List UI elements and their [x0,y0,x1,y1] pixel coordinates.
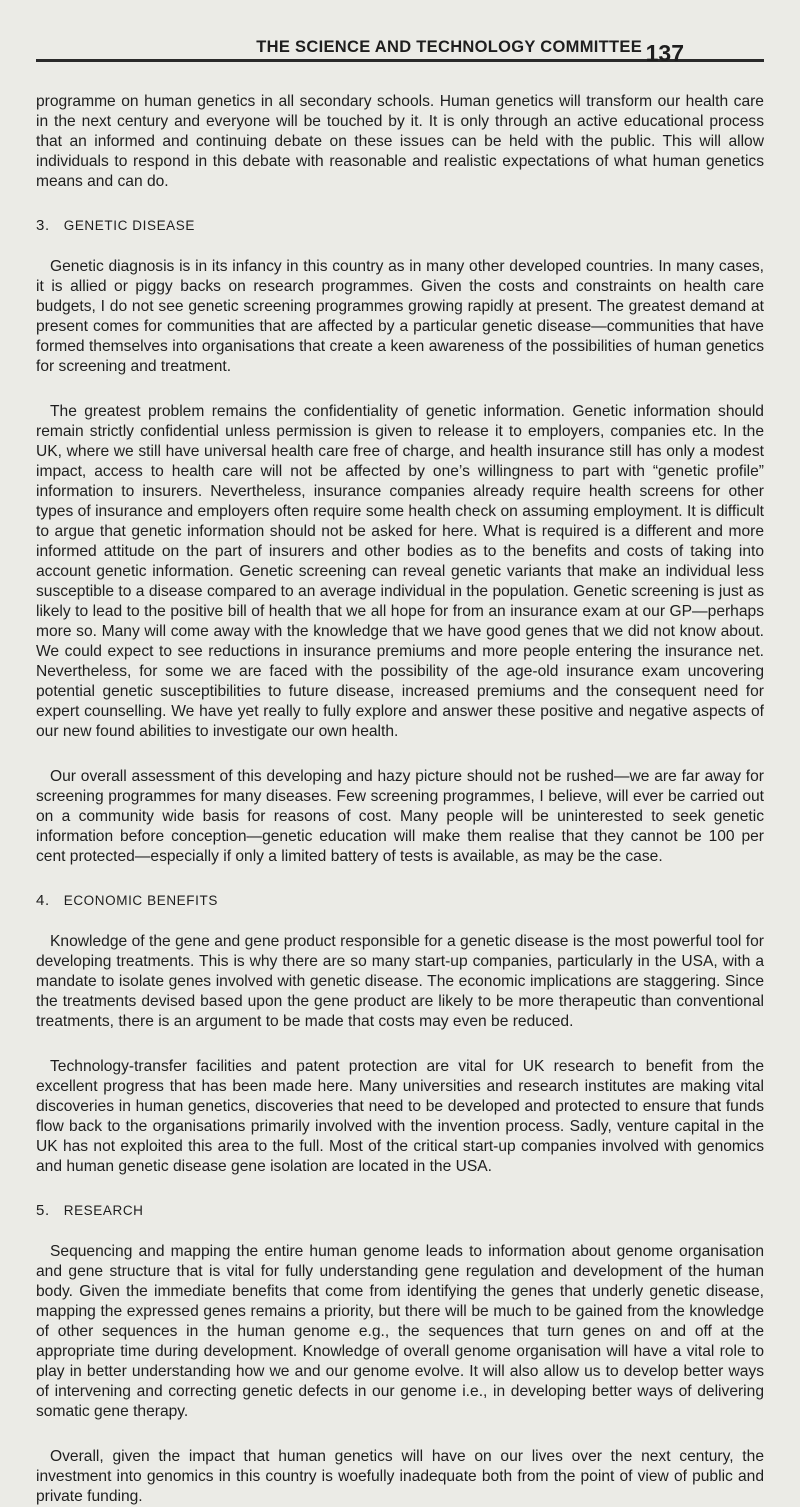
page-content [36,62,764,1507]
body-paragraph: Technology-transfer facilities and patent protection are vital for UK research to benefit from the excellent progress that has been made here. Many universities and research institutes are making vital discoveries in human genetics, discoveries that need to be developed and protected to ensure that funds flow back to the organisations primarily involved with the invention process. Sadly, venture capital in the UK has not exploited this area to the full. Most of the critical start-up companies involved with genomics and human genetic disease gene isolation are located in the USA. [36,1058,764,1175]
body-paragraph: Our overall assessment of this developing and hazy picture should not be rushed—we are far away for screening programmes for many diseases. Few screening programmes, I believe, will ever be carried out on a community wide basis for reasons of cost. Many people will be uninterested to seek genetic information before conception—genetic education will make them realise that they cannot be 100 per cent protected—especially if only a limited battery of tests is available, as may be the case. [36,768,764,865]
body-paragraph: Sequencing and mapping the entire human genome leads to information about genome organisation and gene structure that is vital for fully understanding gene regulation and development of the human body. Given the immediate benefits that come from identifying the genes that underly genetic disease, mapping the expressed genes remains a priority, but there will be much to be gained from the knowledge of other sequences in the human genome e.g., the sequences that turn genes on and off at the appropriate time during development. Knowledge of overall genome organisation will have a vital role to play in better understanding how we and our genome evolve. It will also allow us to develop better ways of intervening and correcting genetic defects in our genome i.e., in developing better ways of delivering somatic gene therapy. [36,1243,764,1420]
body-paragraph: Knowledge of the gene and gene product responsible for a genetic disease is the most powerful tool for developing treatments. This is why there are so many start-up companies, particularly in the USA, with a mandate to isolate genes involved with genetic disease. The economic implications are staggering. Since the treatments devised based upon the gene product are likely to be more therapeutic than conventional treatments, there is an argument to be made that costs may even be reduced. [36,933,764,1030]
section-number: 3. [36,217,50,234]
header-title: THE SCIENCE AND TECHNOLOGY COMMITTEE [256,38,642,56]
intro-paragraph: programme on human genetics in all secondary schools. Human genetics will transform our health care in the next century and everyone will be touched by it. It is only through an active educational process that an informed and continuing debate on these issues can be held with the public. This will allow individuals to respond in this debate with reasonable and realistic expectations of what human genetics means and can do. [36,93,764,190]
section-title: RESEARCH [63,1203,144,1218]
body-paragraph: Overall, given the impact that human genetics will have on our lives over the next century, the investment into genomics in this country is woefully inadequate both from the point of view of public and private funding. [36,1448,764,1505]
section-heading-economic-benefits [36,892,764,909]
page-number: 137 [645,40,684,66]
section-title: ECONOMIC BENEFITS [63,893,218,908]
section-number: 4. [36,892,50,909]
section-title: GENETIC DISEASE [63,218,195,233]
section-heading-genetic-disease [36,217,764,234]
body-paragraph: Genetic diagnosis is in its infancy in this country as in many other developed countries. In many cases, it is allied or piggy backs on research programmes. Given the costs and constraints on health care budgets, I do not see genetic screening programmes growing rapidly at present. The greatest demand at present comes for communities that are affected by a particular genetic disease—communities that have formed themselves into organisations that create a keen awareness of the possibilities of human genetics for screening and treatment. [36,258,764,375]
body-paragraph: The greatest problem remains the confidentiality of genetic information. Genetic information should remain strictly confidential unless permission is given to release it to employers, companies etc. In the UK, where we still have universal health care free of charge, and health insurance still has only a modest impact, access to health care will not be affected by one’s willingness to part with “genetic profile” information to insurers. Nevertheless, insurance companies already require health screens for other types of insurance and employers often require some health check on assuming employment. It is difficult to argue that genetic information should not be asked for here. What is required is a different and more informed attitude on the part of insurers and other bodies as to the benefits and costs of taking into account genetic information. Genetic screening can reveal genetic variants that make an individual less susceptible to a disease compared to an average individual in the population. Genetic screening is just as likely to lead to the positive bill of health that we all hope for from an insurance exam at our GP—perhaps more so. Many will come away with the knowledge that we have good genes that we did not know about. We could expect to see reductions in insurance premiums and more people entering the insurance net. Nevertheless, for some we are faced with the possibility of the age-old insurance exam uncovering potential genetic susceptibilities to future disease, increased premiums and the consequent need for expert counselling. We have yet really to fully explore and answer these positive and negative aspects of our new found abilities to investigate our own health. [36,403,764,740]
section-heading-research [36,1202,764,1219]
section-number: 5. [36,1202,50,1219]
